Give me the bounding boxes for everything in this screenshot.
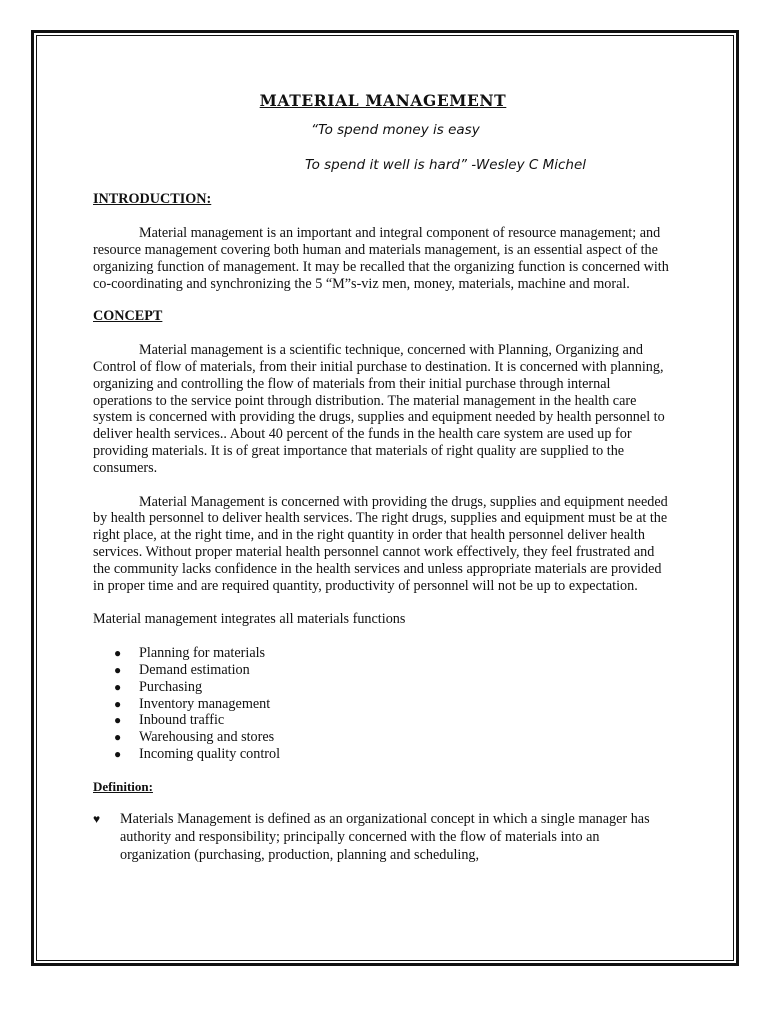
introduction-heading: INTRODUCTION: xyxy=(93,191,212,208)
introduction-paragraph: Material management is an important and integral component of resource management; and resource management covering both human and materials management, is an essential aspect of the organizing function of management. It may be recalled that the organizing function is concerned with co-coordinating and synchronizing the 5 “M”s-viz men, money, materials, machine and moral. xyxy=(93,225,669,292)
quote-line-2: To spend it well is hard” -Wesley C Michel xyxy=(305,156,587,173)
definition-item xyxy=(93,810,673,864)
functions-intro: Material management integrates all materials functions xyxy=(93,611,406,628)
quote-line-1: “To spend money is easy xyxy=(311,121,480,138)
heart-bullet-icon: ♥ xyxy=(93,811,101,826)
bullet-icon: ● xyxy=(114,730,122,745)
concept-paragraph-2: Material Management is concerned with providing the drugs, supplies and equipment needed by health personnel to deliver health services. The right drugs, supplies and equipment must be at the right place, at the right time, and in the right quantity in order that health personnel deliver health services. Without proper material health personnel cannot work effectively, they feel frustrated and the community lacks confidence in the health services and unless appropriate materials are provided in proper time and are required quantity, productivity of personnel will not be up to expectation. xyxy=(93,493,668,594)
bullet-icon: ● xyxy=(114,713,122,728)
list-item: ● Demand estimation xyxy=(114,661,250,678)
concept-paragraph-1: Material management is a scientific technique, concerned with Planning, Organizing and Control of flow of materials, from their initial purchase to destination. It is concerned with planning, organizing and controlling the flow of materials from their initial purchase through internal operations to the service point through distribution. The material management in the health care system is concerned with providing the drugs, supplies and equipment needed by health personnel to deliver health services.. About 40 percent of the funds in the health care system are used up for providing materials. It is of great importance that materials of right quality are supplied to the consumers. xyxy=(93,342,665,476)
bullet-icon: ● xyxy=(114,646,122,661)
definition-heading: Definition: xyxy=(93,778,153,794)
list-item: ● Inbound traffic xyxy=(114,712,225,729)
list-item: ● Inventory management xyxy=(114,695,271,712)
bullet-icon: ● xyxy=(114,746,122,761)
document-title: MATERIAL MANAGEMENT xyxy=(259,91,507,110)
list-item: ● Planning for materials xyxy=(114,645,266,662)
bullet-icon: ● xyxy=(114,662,122,677)
bullet-icon: ● xyxy=(114,696,122,711)
definition-text: Materials Management is defined as an organizational concept in which a single manager has authority and responsibility; principally concerned with the flow of materials into an organization (purchasing, production, planning and scheduling, xyxy=(120,810,650,863)
list-item: ● Purchasing xyxy=(114,678,203,695)
document-page xyxy=(93,88,673,864)
bullet-icon: ● xyxy=(114,679,122,694)
concept-heading: CONCEPT xyxy=(93,308,163,325)
list-item: ● Warehousing and stores xyxy=(114,729,275,746)
functions-list xyxy=(93,645,673,763)
list-item: ● Incoming quality control xyxy=(114,745,281,762)
